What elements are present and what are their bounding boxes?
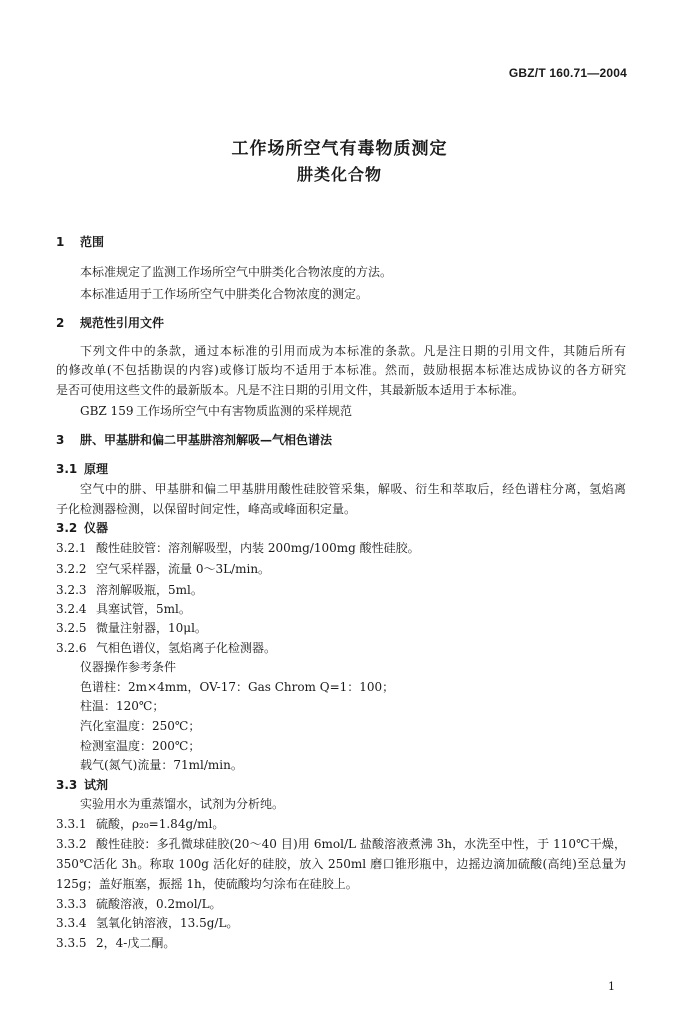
condition-line: 检测室温度：200℃； (80, 739, 201, 753)
section-number: 1 (56, 235, 65, 249)
page-number: 1 (608, 980, 615, 993)
item-number: 3.3.3 (56, 897, 87, 911)
paragraph-line: 350℃活化 3h。称取 100g 活化好的硅胶，放入 250ml 磨口锥形瓶中，边摇边滴加硫酸(高纯)至总量为 (56, 857, 626, 871)
list-item (56, 561, 270, 577)
conditions-heading: 仪器操作参考条件 (80, 660, 177, 674)
item-number: 3.2.2 (56, 562, 87, 576)
item-number: 3.2.5 (56, 621, 87, 635)
subsection-title: 原理 (84, 462, 109, 476)
paragraph-line: 的修改单(不包括勘误的内容)或修订版均不适用于本标准。然而，鼓励根据本标准达成协议的各方研究 (56, 363, 626, 377)
ref-code: GBZ 159 (80, 404, 134, 418)
standard-code: GBZ/T 160.71—2004 (508, 66, 627, 80)
condition-line: 柱温：120℃； (80, 699, 165, 713)
item-number: 3.3.1 (56, 817, 87, 831)
section-1-heading (56, 234, 104, 250)
list-item (56, 896, 222, 912)
item-number: 3.3.2 (56, 837, 87, 851)
paragraph-line: 子化检测器检测，以保留时间定性，峰高或峰面积定量。 (56, 502, 357, 516)
ref-title: 工作场所空气中有害物质监测的采样规范 (136, 404, 353, 418)
section-title: 范围 (80, 235, 105, 249)
item-number: 3.2.3 (56, 583, 87, 597)
paragraph-line: 空气中的肼、甲基肼和偏二甲基肼用酸性硅胶管采集，解吸、衍生和萃取后，经色谱柱分离，氢焰离 (80, 482, 626, 496)
item-text: 空气采样器，流量 0～3L/min。 (96, 562, 271, 576)
paragraph: 本标准规定了监测工作场所空气中肼类化合物浓度的方法。 (80, 265, 393, 279)
item-text: 2，4-戊二酮。 (96, 936, 176, 950)
normative-reference (80, 403, 352, 419)
list-item (56, 935, 175, 951)
item-number: 3.2.1 (56, 541, 87, 555)
list-item (56, 836, 626, 852)
subsection-3-3-heading (56, 777, 108, 793)
section-title: 肼、甲基肼和偏二甲基肼溶剂解吸—气相色谱法 (80, 433, 333, 447)
section-3-heading (56, 432, 332, 448)
list-item (56, 620, 207, 636)
paragraph-line: 下列文件中的条款，通过本标准的引用而成为本标准的条款。凡是注日期的引用文件，其随后所有 (80, 344, 626, 358)
list-item (56, 582, 203, 598)
item-text: 微量注射器，10μl。 (96, 621, 207, 635)
section-number: 3 (56, 433, 65, 447)
doc-title: 工作场所空气有毒物质测定 (231, 139, 448, 159)
condition-line: 载气(氮气)流量：71ml/min。 (80, 758, 243, 772)
section-2-heading (56, 315, 164, 331)
paragraph: 实验用水为重蒸馏水，试剂为分析纯。 (80, 797, 285, 811)
list-item (56, 640, 276, 656)
item-text: 气相色谱仪，氢焰离子化检测器。 (96, 641, 277, 655)
item-text: 硫酸溶液，0.2mol/L。 (96, 897, 222, 911)
doc-subtitle: 肼类化合物 (296, 165, 382, 184)
list-item (56, 601, 191, 617)
list-item (56, 540, 420, 556)
item-text: 具塞试管，5ml。 (96, 602, 191, 616)
section-number: 2 (56, 316, 65, 330)
subsection-3-1-heading (56, 461, 108, 477)
subsection-number: 3.1 (56, 462, 78, 476)
item-text: 氢氧化钠溶液，13.5g/L。 (96, 916, 239, 930)
paragraph: 本标准适用于工作场所空气中肼类化合物浓度的测定。 (80, 287, 369, 301)
subsection-title: 试剂 (84, 778, 109, 792)
item-text: 溶剂解吸瓶，5ml。 (96, 583, 203, 597)
paragraph-line: 是否可使用这些文件的最新版本。凡是不注日期的引用文件，其最新版本适用于本标准。 (56, 383, 525, 397)
condition-line: 色谱柱：2m×4mm，OV-17：Gas Chrom Q=1：100； (80, 680, 395, 694)
item-text: 硫酸，ρ₂₀=1.84g/ml。 (96, 817, 225, 831)
item-number: 3.2.4 (56, 602, 87, 616)
paragraph-line: 125g；盖好瓶塞，振摇 1h，使硫酸均匀涂布在硅胶上。 (56, 877, 358, 891)
item-number: 3.3.4 (56, 916, 87, 930)
item-text: 酸性硅胶管：溶剂解吸型，内装 200mg/100mg 酸性硅胶。 (96, 541, 420, 555)
item-number: 3.3.5 (56, 936, 87, 950)
subsection-number: 3.3 (56, 778, 78, 792)
list-item (56, 915, 238, 931)
list-item (56, 816, 224, 832)
item-number: 3.2.6 (56, 641, 87, 655)
section-title: 规范性引用文件 (80, 316, 165, 330)
condition-line: 汽化室温度：250℃； (80, 719, 201, 733)
item-text: 酸性硅胶：多孔微球硅胶(20～40 目)用 6mol/L 盐酸溶液煮沸 3h，水洗至中性，于 110℃干燥， (96, 837, 626, 851)
subsection-3-2-heading (56, 520, 108, 536)
subsection-number: 3.2 (56, 521, 78, 535)
subsection-title: 仪器 (84, 521, 109, 535)
